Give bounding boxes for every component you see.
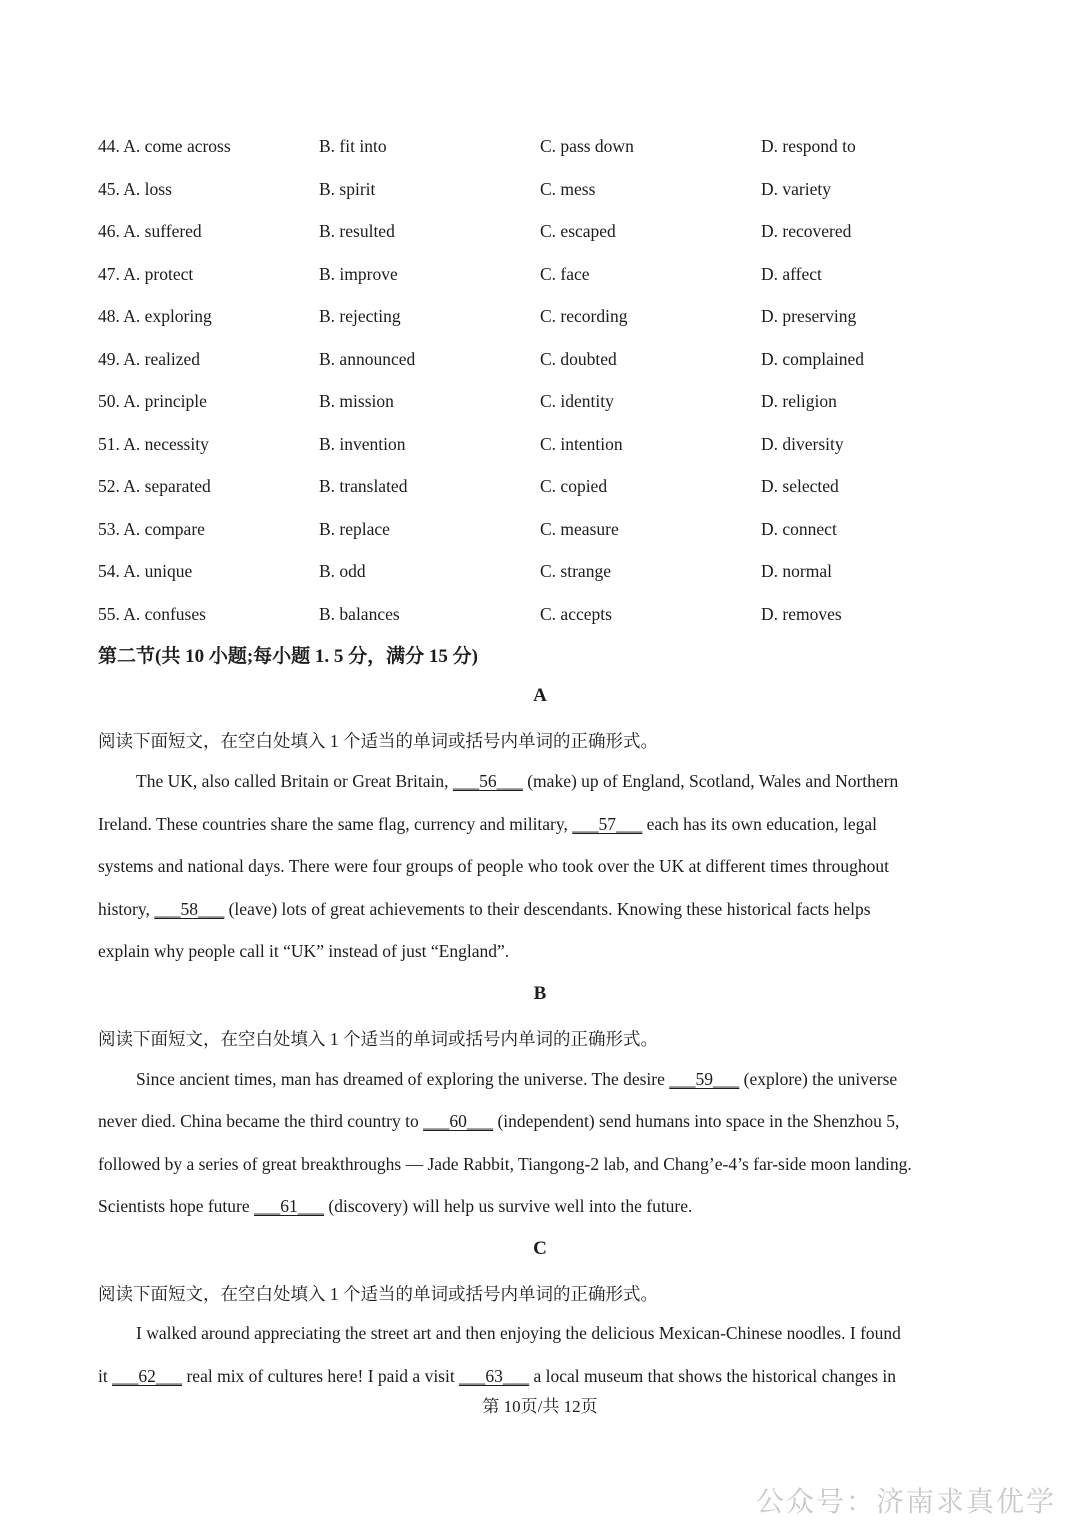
text: history, [98,899,155,919]
passage-a-line-1 [136,771,898,792]
option-a: 46. A. suffered [98,221,202,241]
option-b: B. mission [319,391,394,411]
option-d: D. variety [761,178,831,199]
text: never died. China became the third country to [98,1111,424,1131]
passage-c-letter: C [533,1238,547,1259]
blank-61: ___61___ [254,1196,325,1216]
text: (explore) the universe [739,1069,898,1089]
option-a: 55. A. confuses [98,603,206,624]
passage-c-instruction: 阅读下面短文，在空白处填入 1 个适当的单词或括号内单词的正确形式。 [98,1284,658,1304]
question-row [98,298,998,341]
passage-a-letter: A [533,685,547,706]
passage-a-line-4 [98,899,871,920]
option-c: C. strange [540,561,611,581]
blank-58: ___58___ [154,899,225,919]
watermark: 公众号：济南求真优学 [755,1485,1056,1518]
question-row [98,171,998,214]
passage-a-line-2 [98,814,877,835]
option-a: 48. A. exploring [98,306,212,326]
question-row [98,511,998,554]
passage-a-line-3: systems and national days. There were four groups of people who took over the UK at different times throughout [98,856,890,876]
option-c: C. face [540,263,590,284]
text: Scientists hope future [98,1196,255,1216]
option-c: C. escaped [540,221,616,241]
question-row [98,213,998,256]
text: (independent) send humans into space in the Shenzhou 5, [493,1111,900,1131]
question-row [98,383,998,426]
option-a: 52. A. separated [98,476,211,496]
text: (make) up of England, Scotland, Wales and Northern [522,771,899,791]
option-b: B. odd [319,561,366,581]
option-a: 51. A. necessity [98,433,209,454]
option-d: D. respond to [761,136,856,156]
text: real mix of cultures here! I paid a visit [182,1366,460,1386]
option-d: D. connect [761,518,837,539]
option-b: B. improve [319,263,398,284]
passage-a-instruction: 阅读下面短文，在空白处填入 1 个适当的单词或括号内单词的正确形式。 [98,731,658,751]
text: each has its own education, legal [642,814,877,834]
option-a: 50. A. principle [98,391,207,411]
passage-a-line-5: explain why people call it “UK” instead of just “England”. [98,941,510,961]
option-a: 49. A. realized [98,348,201,369]
passage-b-line-2 [98,1111,899,1132]
option-c: C. doubted [540,348,617,369]
option-b: B. translated [319,476,408,496]
passage-c-line-1: I walked around appreciating the street art and then enjoying the delicious Mexican-Chinese noodles. I found [136,1323,901,1343]
text: (discovery) will help us survive well into the future. [324,1196,693,1216]
text: (leave) lots of great achievements to their descendants. Knowing these historical facts helps [224,899,871,919]
option-c: C. identity [540,391,614,411]
question-row [98,256,998,299]
question-row [98,468,998,511]
blank-56: ___56___ [452,771,523,791]
option-c: C. copied [540,476,608,496]
option-c: C. accepts [540,603,612,624]
option-d: D. selected [761,476,839,496]
passage-b-line-4 [98,1196,692,1217]
option-b: B. spirit [319,178,376,199]
passage-b-instruction: 阅读下面短文，在空白处填入 1 个适当的单词或括号内单词的正确形式。 [98,1029,658,1049]
question-row [98,128,998,171]
text: Since ancient times, man has dreamed of exploring the universe. The desire [136,1069,670,1089]
blank-60: ___60___ [423,1111,494,1131]
option-b: B. invention [319,433,406,454]
option-a: 54. A. unique [98,561,193,581]
option-a: 45. A. loss [98,178,172,199]
passage-c-line-2 [98,1366,896,1387]
option-b: B. balances [319,603,400,624]
text: it [98,1366,113,1386]
option-d: D. diversity [761,433,844,454]
option-d: D. preserving [761,306,857,326]
options-table [98,128,998,638]
passage-b-letter: B [533,983,547,1004]
option-c: C. mess [540,178,596,199]
text: a local museum that shows the historical changes in [529,1366,897,1386]
option-d: D. religion [761,391,837,411]
blank-62: ___62___ [112,1366,183,1386]
question-row [98,596,998,639]
option-b: B. resulted [319,221,395,241]
text: Ireland. These countries share the same flag, currency and military, [98,814,573,834]
question-row [98,553,998,596]
option-c: C. measure [540,518,619,539]
question-row [98,426,998,469]
option-d: D. recovered [761,221,852,241]
option-d: D. complained [761,348,865,369]
option-c: C. intention [540,433,623,454]
passage-b-line-1 [136,1069,897,1090]
question-row [98,341,998,384]
option-a: 53. A. compare [98,518,205,539]
page-footer: 第 10页/共 12页 [482,1397,598,1416]
passage-b-line-3: followed by a series of great breakthroughs — Jade Rabbit, Tiangong-2 lab, and Chang’e-4’s far-side moon landing. [98,1154,912,1174]
option-b: B. fit into [319,136,387,156]
option-d: D. removes [761,603,842,624]
blank-63: ___63___ [459,1366,530,1386]
blank-57: ___57___ [572,814,643,834]
option-b: B. replace [319,518,390,539]
option-a: 44. A. come across [98,136,231,156]
text: The UK, also called Britain or Great Britain, [136,771,453,791]
option-c: C. pass down [540,136,634,156]
option-b: B. announced [319,348,416,369]
option-c: C. recording [540,306,628,326]
option-d: D. normal [761,561,832,581]
option-a: 47. A. protect [98,263,194,284]
blank-59: ___59___ [669,1069,740,1089]
option-b: B. rejecting [319,306,401,326]
option-d: D. affect [761,263,822,284]
section-title: 第二节(共 10 小题;每小题 1. 5 分，满分 15 分) [98,646,478,667]
